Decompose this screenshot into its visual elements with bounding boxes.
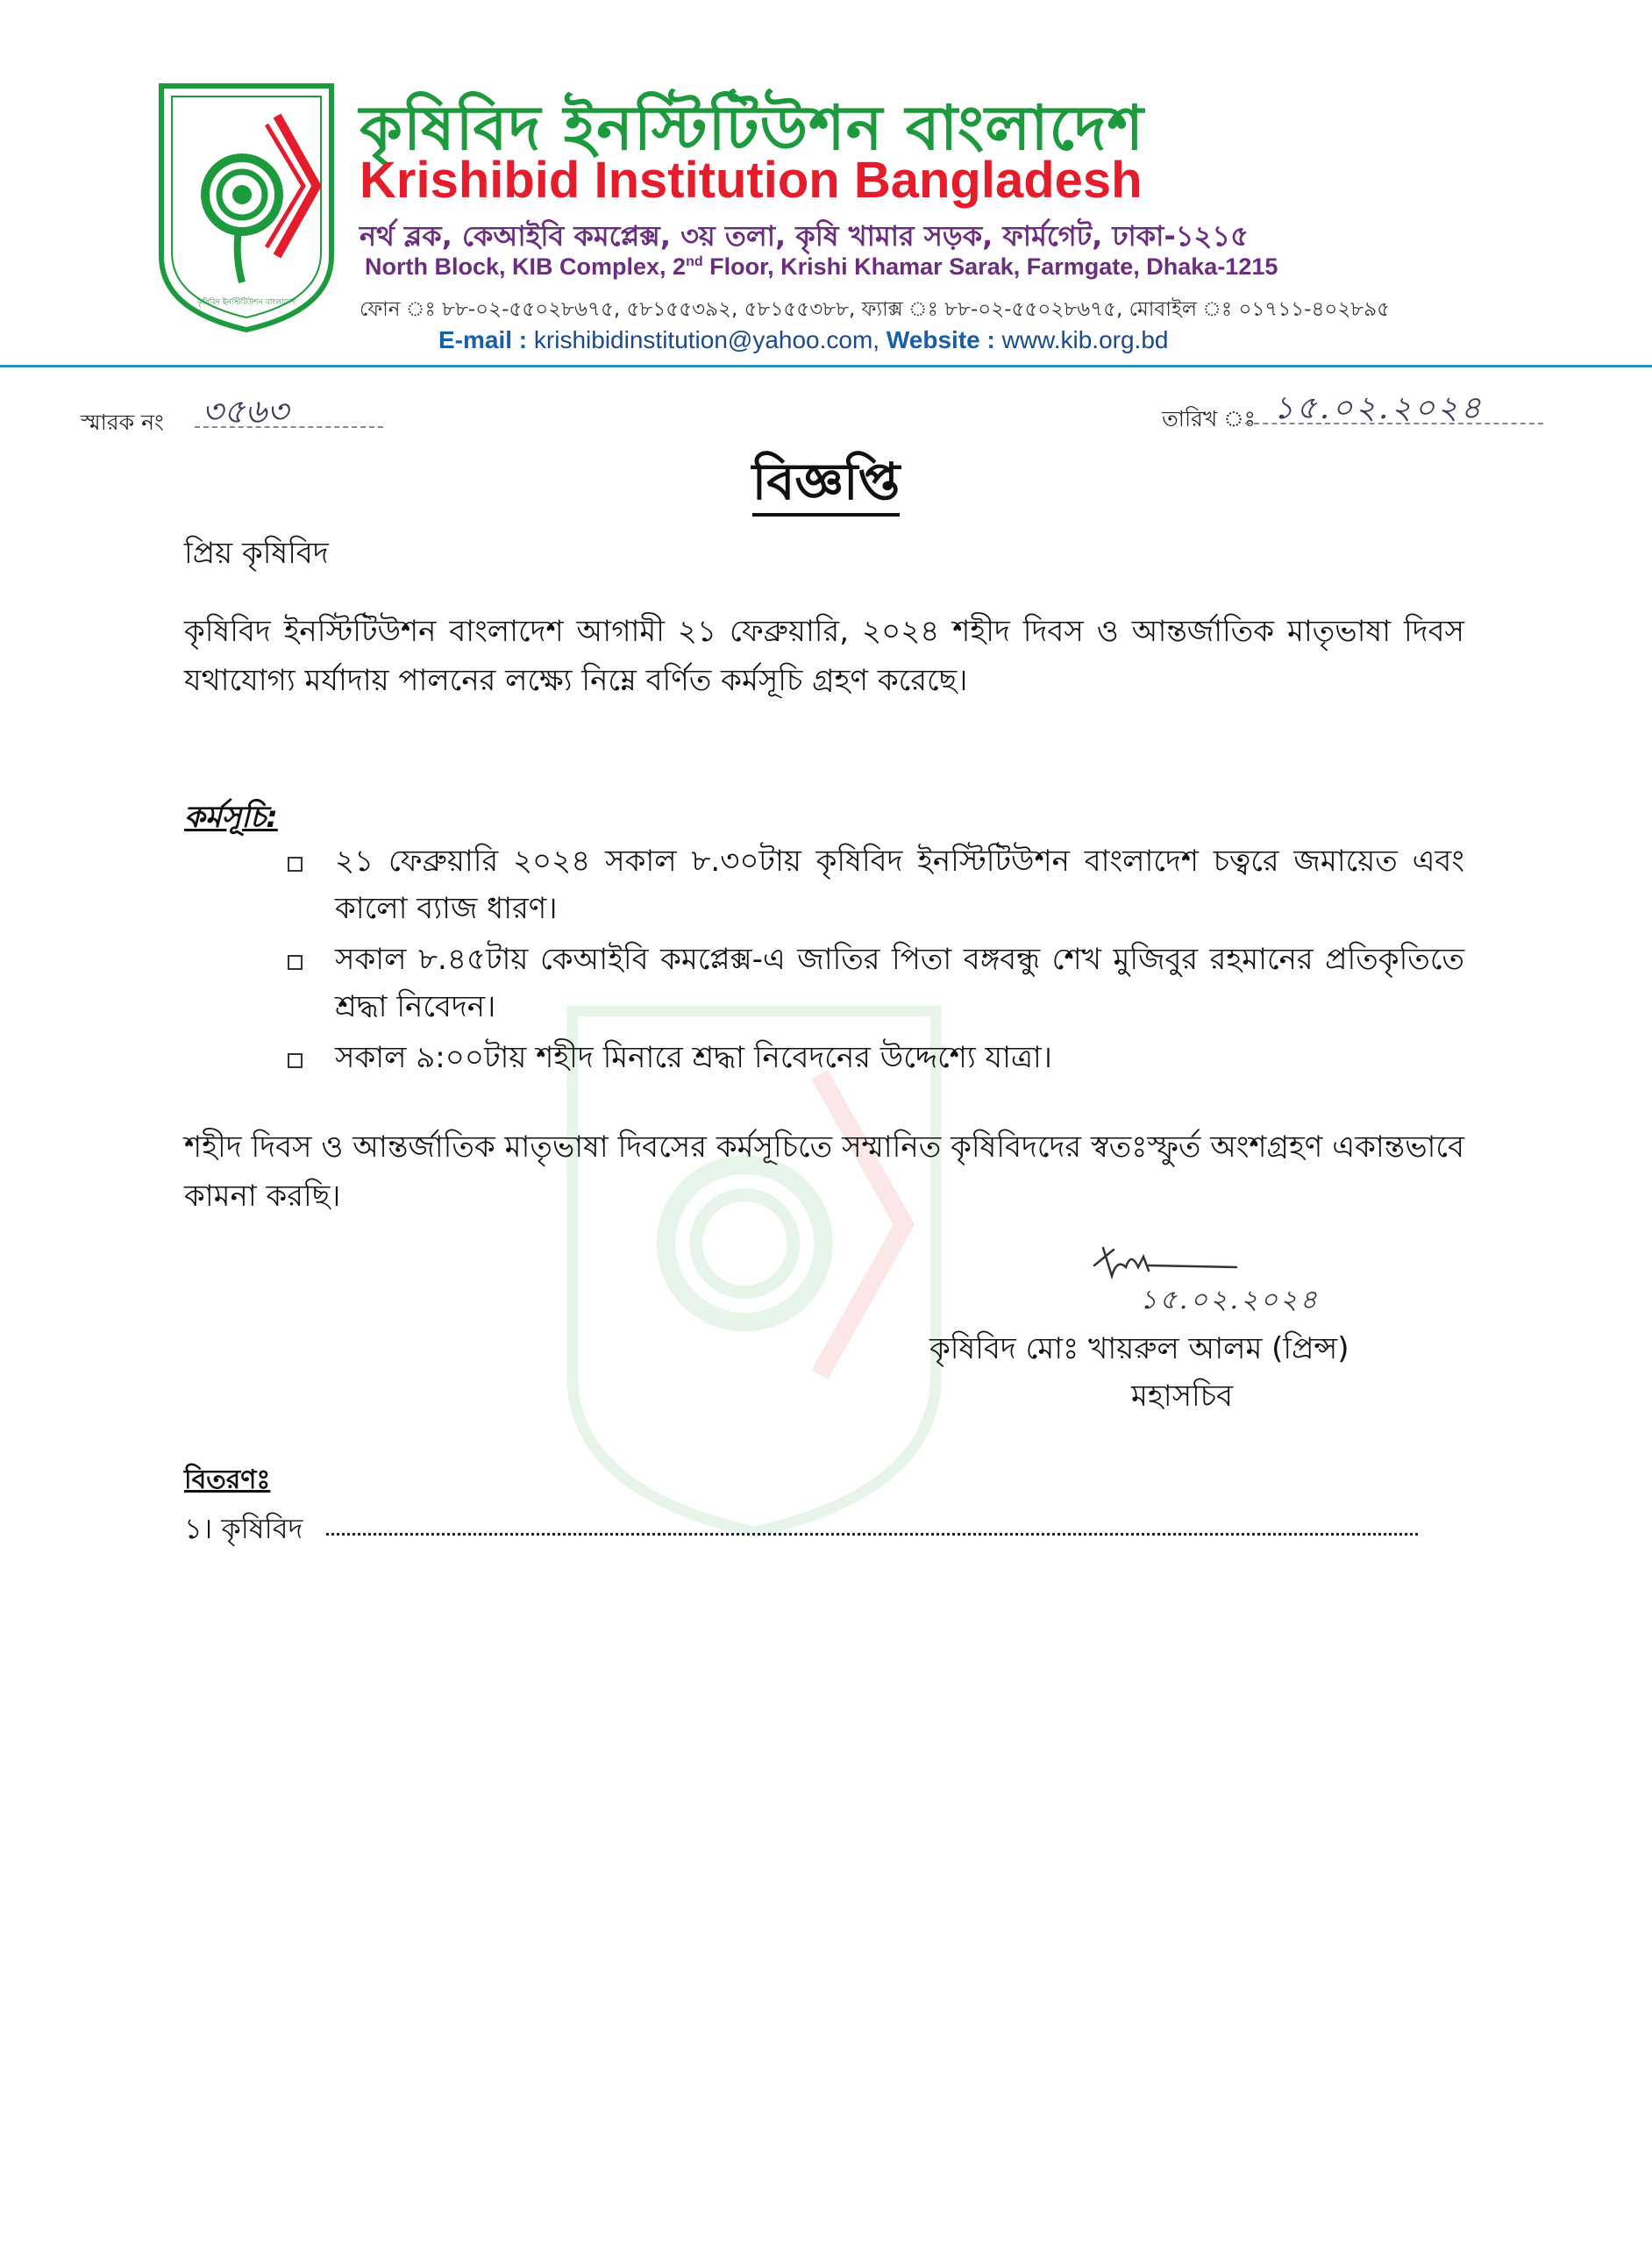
contact-phone-line: ফোন ঃ ৮৮-০২-৫৫০২৮৬৭৫, ৫৮১৫৫৩৯২, ৫৮১৫৫৩৮৮, ফ্যাক্স ঃ ৮৮-০২-৫৫০২৮৬৭৫, মোবাইল ঃ ০১৭১১-৪০২৮৯৫ — [360, 298, 1391, 321]
address-bangla: নর্থ ব্লক, কেআইবি কমপ্লেক্স, ৩য় তলা, কৃষি খামার সড়ক, ফার্মগেট, ঢাকা-১২১৫ — [360, 219, 1249, 253]
closing-paragraph: শহীদ দিবস ও আন্তর্জাতিক মাতৃভাষা দিবসের কর্মসূচিতে সম্মানিত কৃষিবিদদের স্বতঃস্ফুর্ত অংশগ্রহণ একান্তভাবে কামনা করছি। — [184, 1130, 1464, 1214]
square-bullet-icon — [288, 955, 303, 970]
date-dotted-line — [1245, 423, 1543, 424]
institution-logo — [154, 81, 338, 335]
salutation: প্রিয় কৃষিবিদ — [184, 536, 329, 571]
email-address: krishibidinstitution@yahoo.com, — [533, 326, 880, 353]
list-item: সকাল ৯:০০টায় শহীদ মিনারে শ্রদ্ধা নিবেদনের উদ্দেশ্যে যাত্রা। — [281, 1034, 1464, 1081]
memo-number-dotted-line — [195, 426, 383, 428]
institution-title-english: Krishibid Institution Bangladesh — [360, 152, 1143, 209]
program-list — [281, 837, 1464, 1085]
memo-number-value: ৩৫৬৩ — [202, 392, 288, 431]
distribution-heading: বিতরণঃ — [184, 1465, 271, 1495]
header-divider — [0, 365, 1652, 367]
address-english: North Block, KIB Complex, 2nd Floor, Krishi Khamar Sarak, Farmgate, Dhaka-1215 — [365, 253, 1278, 280]
list-item: ২১ ফেব্রুয়ারি ২০২৪ সকাল ৮.৩০টায় কৃষিবিদ ইনস্টিটিউশন বাংলাদেশ চত্বরে জমায়েত এবং কালো ব্যাজ ধারণ। — [281, 837, 1464, 932]
memo-number-label: স্মারক নং — [81, 410, 164, 435]
signer-name: কৃষিবিদ মোঃ খায়রুল আলম (প্রিন্স) — [929, 1331, 1349, 1366]
logo-ring-text: কৃষিবিদ ইনস্টিটিউশন বাংলাদেশ — [196, 298, 296, 307]
list-item: সকাল ৮.৪৫টায় কেআইবি কমপ্লেক্স-এ জাতির পিতা বঙ্গবন্ধু শেখ মুজিবুর রহমানের প্রতিকৃতিতে শ্রদ্ধা নিবেদন। — [281, 936, 1464, 1030]
square-bullet-icon — [288, 857, 303, 872]
distribution-item: ১। কৃষিবিদ — [184, 1512, 303, 1545]
contact-email-website-line — [438, 326, 1168, 354]
website-label: Website : — [886, 326, 995, 353]
email-label: E-mail : — [438, 326, 528, 353]
institution-title-bangla: কৃষিবিদ ইনস্টিটিউশন বাংলাদেশ — [360, 92, 1144, 164]
intro-paragraph: কৃষিবিদ ইনস্টিটিউশন বাংলাদেশ আগামী ২১ ফেব্রুয়ারি, ২০২৪ শহীদ দিবস ও আন্তর্জাতিক মাতৃভাষা দিবস যথাযোগ্য মর্যাদায় পালনের লক্ষ্যে নিম্নে বর্ণিত কর্মসূচি গ্রহণ করেছে। — [184, 614, 1464, 698]
date-label: তারিখ ঃ — [1162, 406, 1256, 431]
program-heading: কর্মসূচি: — [184, 800, 278, 835]
signature-date: ১৫.০২.২০২৪ — [1140, 1285, 1321, 1315]
distribution-dotted-line — [326, 1533, 1418, 1536]
notice-title: বিজ্ঞপ্তি — [0, 443, 1652, 528]
square-bullet-icon — [288, 1053, 303, 1068]
signer-designation: মহাসচিব — [1131, 1379, 1234, 1414]
date-value: ১৫.০২.২০২৪ — [1273, 390, 1485, 426]
website-url: www.kib.org.bd — [1001, 326, 1169, 353]
